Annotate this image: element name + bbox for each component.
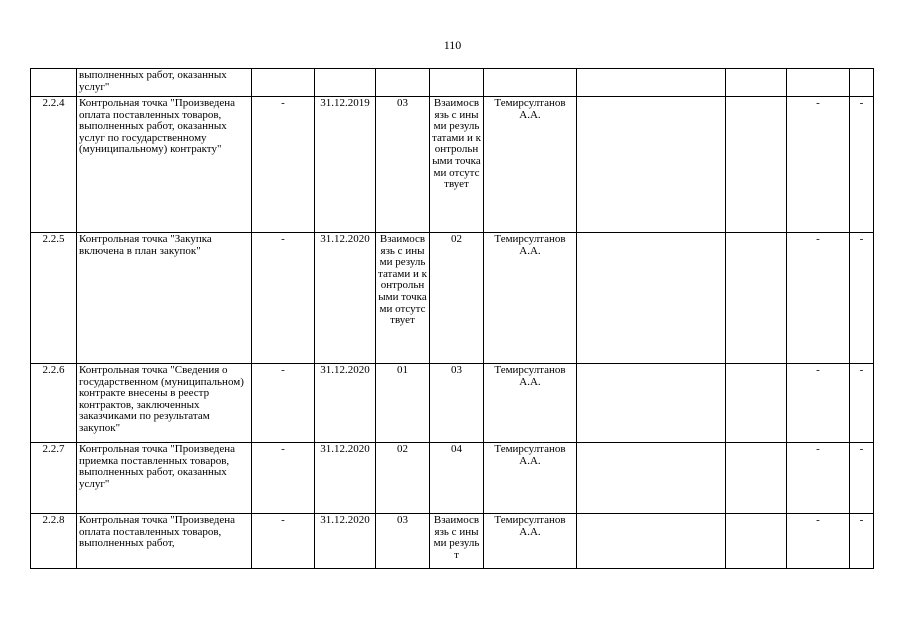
row-number: 2.2.5: [31, 233, 77, 364]
cell-col8: [577, 364, 726, 443]
cell-col11: -: [850, 443, 874, 514]
row-number: 2.2.4: [31, 97, 77, 233]
cell-col11: -: [850, 514, 874, 569]
cell-col10: -: [787, 514, 850, 569]
cell-predecessor: 03: [376, 97, 430, 233]
control-point-name: Контрольная точка "Закупка включена в план закупок": [77, 233, 252, 364]
cell-col10: -: [787, 233, 850, 364]
cell-col3: -: [252, 364, 315, 443]
control-point-name: выполненных работ, оказанных услуг": [77, 69, 252, 97]
cell-col3: -: [252, 514, 315, 569]
table-row: [31, 443, 874, 514]
cell-predecessor: [376, 69, 430, 97]
row-number: 2.2.6: [31, 364, 77, 443]
cell-date: 31.12.2020: [315, 364, 376, 443]
cell-responsible: Темирсултанов А.А.: [484, 233, 577, 364]
cell-col8: [577, 514, 726, 569]
control-points-table: [30, 68, 874, 569]
cell-col9: [726, 443, 787, 514]
cell-col9: [726, 364, 787, 443]
cell-predecessor: Взаимосвязь с иными результатами и контрольными точками отсутствует: [376, 233, 430, 364]
cell-successor: 04: [430, 443, 484, 514]
cell-date: 31.12.2020: [315, 233, 376, 364]
control-point-name: Контрольная точка "Произведена приемка поставленных товаров, выполненных работ, оказанных услуг": [77, 443, 252, 514]
cell-successor: [430, 69, 484, 97]
cell-col3: -: [252, 233, 315, 364]
cell-col9: [726, 97, 787, 233]
cell-responsible: Темирсултанов А.А.: [484, 443, 577, 514]
cell-responsible: Темирсултанов А.А.: [484, 97, 577, 233]
cell-col11: -: [850, 97, 874, 233]
cell-successor: Взаимосвязь с иными результатами и контрольными точками отсутствует: [430, 97, 484, 233]
cell-col3: [252, 69, 315, 97]
cell-col9: [726, 69, 787, 97]
cell-col10: -: [787, 364, 850, 443]
cell-predecessor: 01: [376, 364, 430, 443]
row-number: 2.2.8: [31, 514, 77, 569]
control-point-name: Контрольная точка "Сведения о государственном (муниципальном) контракте внесены в реестр контрактов, заключенных заказчиками по результатам закупок": [77, 364, 252, 443]
cell-date: 31.12.2020: [315, 514, 376, 569]
table-row: [31, 514, 874, 569]
cell-responsible: Темирсултанов А.А.: [484, 514, 577, 569]
table-row: [31, 364, 874, 443]
cell-col8: [577, 97, 726, 233]
cell-col11: -: [850, 233, 874, 364]
cell-successor: 02: [430, 233, 484, 364]
table-row: [31, 233, 874, 364]
page-number: 110: [443, 38, 462, 52]
cell-col8: [577, 443, 726, 514]
cell-col11: [850, 69, 874, 97]
row-number: [31, 69, 77, 97]
table-row: [31, 69, 874, 97]
cell-successor: 03: [430, 364, 484, 443]
cell-col8: [577, 69, 726, 97]
control-point-name: Контрольная точка "Произведена оплата поставленных товаров, выполненных работ, оказанных услуг по государственному (муниципальному) контракту": [77, 97, 252, 233]
cell-col8: [577, 233, 726, 364]
cell-col10: -: [787, 443, 850, 514]
cell-responsible: [484, 69, 577, 97]
cell-col9: [726, 514, 787, 569]
cell-col10: [787, 69, 850, 97]
cell-responsible: Темирсултанов А.А.: [484, 364, 577, 443]
table-row: [31, 97, 874, 233]
cell-col10: -: [787, 97, 850, 233]
cell-predecessor: 02: [376, 443, 430, 514]
cell-date: 31.12.2020: [315, 443, 376, 514]
cell-predecessor: 03: [376, 514, 430, 569]
control-point-name: Контрольная точка "Произведена оплата поставленных товаров, выполненных работ,: [77, 514, 252, 569]
cell-col9: [726, 233, 787, 364]
row-number: 2.2.7: [31, 443, 77, 514]
cell-date: 31.12.2019: [315, 97, 376, 233]
cell-successor: Взаимосвязь с иными результ: [430, 514, 484, 569]
cell-col11: -: [850, 364, 874, 443]
cell-col3: -: [252, 443, 315, 514]
cell-date: [315, 69, 376, 97]
cell-col3: -: [252, 97, 315, 233]
